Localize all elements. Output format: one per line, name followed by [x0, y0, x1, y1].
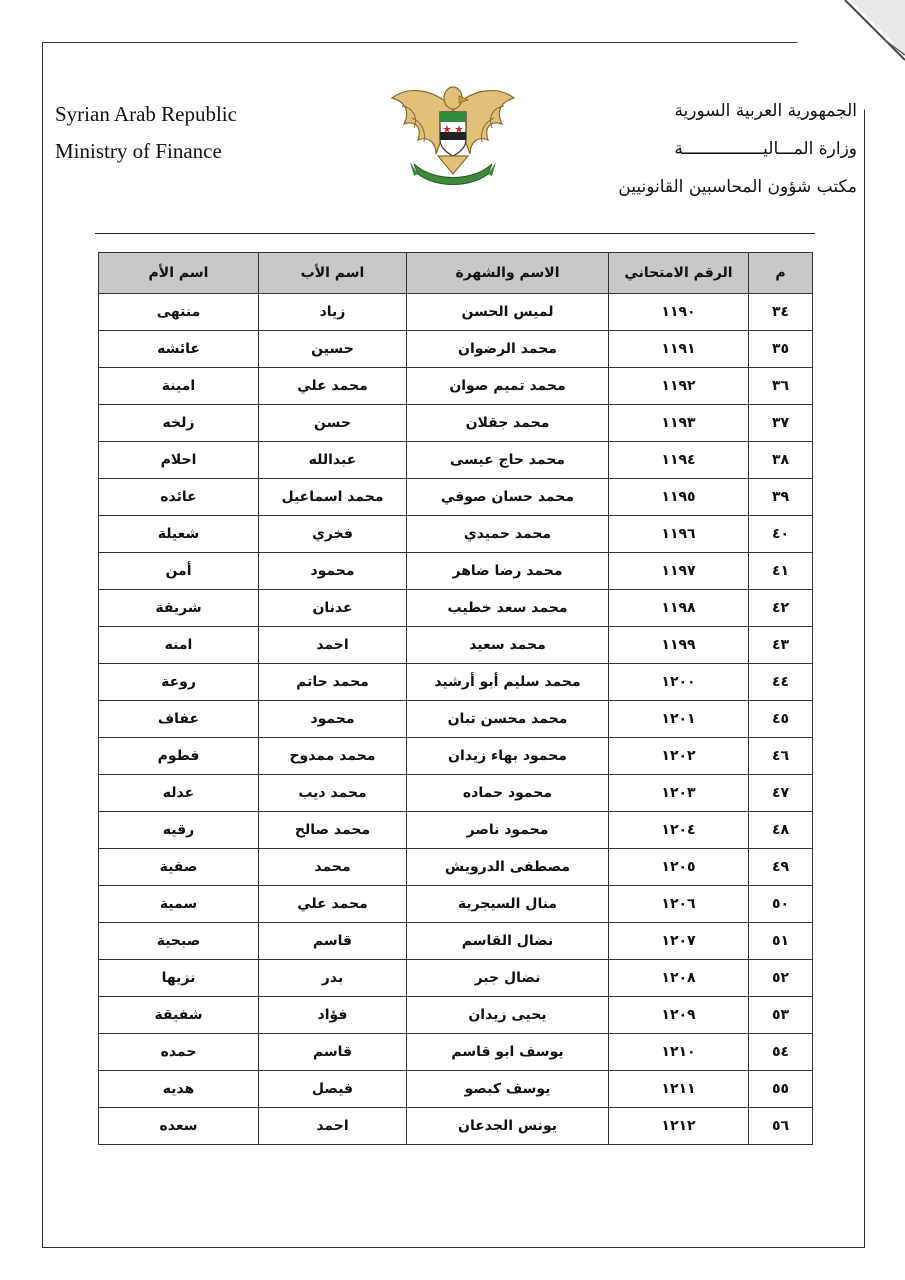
exam-number-cell: ١١٩٥ — [609, 479, 749, 516]
exam-number-cell: ١١٩٧ — [609, 553, 749, 590]
exam-number-cell: ١٢٠٤ — [609, 812, 749, 849]
serial-cell: ٣٤ — [749, 294, 813, 331]
header-english — [55, 96, 285, 170]
table-row — [99, 1034, 813, 1071]
father-name-cell: محمود — [259, 553, 407, 590]
table-row — [99, 442, 813, 479]
mother-name-cell: منتهى — [99, 294, 259, 331]
serial-cell: ٥٥ — [749, 1071, 813, 1108]
father-name-cell: محمد — [259, 849, 407, 886]
serial-cell: ٣٨ — [749, 442, 813, 479]
father-name-cell: احمد — [259, 1108, 407, 1145]
country-name-en: Syrian Arab Republic — [55, 102, 237, 126]
mother-name-cell: فطوم — [99, 738, 259, 775]
serial-cell: ٤٩ — [749, 849, 813, 886]
full-name-cell: محمد الرضوان — [407, 331, 609, 368]
header-exam-number: الرقم الامتحاني — [609, 253, 749, 294]
father-name-cell: فخري — [259, 516, 407, 553]
table-row — [99, 479, 813, 516]
full-name-cell: محمد سعد خطيب — [407, 590, 609, 627]
serial-cell: ٥٦ — [749, 1108, 813, 1145]
exam-number-cell: ١٢١٢ — [609, 1108, 749, 1145]
full-name-cell: محمد سليم أبو أرشيد — [407, 664, 609, 701]
full-name-cell: محمود حماده — [407, 775, 609, 812]
mother-name-cell: صفية — [99, 849, 259, 886]
father-name-cell: احمد — [259, 627, 407, 664]
table-row — [99, 294, 813, 331]
full-name-cell: يوسف ابو قاسم — [407, 1034, 609, 1071]
full-name-cell: نضال القاسم — [407, 923, 609, 960]
father-name-cell: فيصل — [259, 1071, 407, 1108]
header-mother-name: اسم الأم — [99, 253, 259, 294]
country-name-ar: الجمهورية العربية السورية — [674, 101, 857, 121]
table-row — [99, 849, 813, 886]
exam-number-cell: ١٢١١ — [609, 1071, 749, 1108]
mother-name-cell: امينة — [99, 368, 259, 405]
mother-name-cell: صبحية — [99, 923, 259, 960]
exam-number-cell: ١٢٠٨ — [609, 960, 749, 997]
exam-number-cell: ١١٩٤ — [609, 442, 749, 479]
father-name-cell: قاسم — [259, 1034, 407, 1071]
father-name-cell: محمد اسماعيل — [259, 479, 407, 516]
full-name-cell: لميس الحسن — [407, 294, 609, 331]
mother-name-cell: شفيقة — [99, 997, 259, 1034]
header-arabic — [557, 92, 857, 206]
mother-name-cell: امنه — [99, 627, 259, 664]
serial-cell: ٤٧ — [749, 775, 813, 812]
ministry-name-en: Ministry of Finance — [55, 139, 222, 163]
mother-name-cell: شعيلة — [99, 516, 259, 553]
header-full-name: الاسم والشهرة — [407, 253, 609, 294]
exam-number-cell: ١١٩٣ — [609, 405, 749, 442]
mother-name-cell: حمده — [99, 1034, 259, 1071]
serial-cell: ٥٠ — [749, 886, 813, 923]
serial-cell: ٤٣ — [749, 627, 813, 664]
mother-name-cell: عفاف — [99, 701, 259, 738]
mother-name-cell: روعة — [99, 664, 259, 701]
ministry-name-ar: وزارة المـــاليــــــــــــــــة — [674, 139, 857, 159]
table-row — [99, 627, 813, 664]
eagle-emblem-icon — [388, 78, 518, 190]
exam-number-cell: ١٢٠٥ — [609, 849, 749, 886]
full-name-cell: محمد جقلان — [407, 405, 609, 442]
father-name-cell: محمود — [259, 701, 407, 738]
table-row — [99, 997, 813, 1034]
father-name-cell: عبدالله — [259, 442, 407, 479]
serial-cell: ٤٥ — [749, 701, 813, 738]
header-father-name: اسم الأب — [259, 253, 407, 294]
serial-cell: ٣٥ — [749, 331, 813, 368]
father-name-cell: محمد علي — [259, 886, 407, 923]
table-row — [99, 405, 813, 442]
full-name-cell: يوسف كبصو — [407, 1071, 609, 1108]
father-name-cell: قاسم — [259, 923, 407, 960]
header-divider — [95, 233, 815, 234]
table-row — [99, 553, 813, 590]
exam-number-cell: ١٢٠٦ — [609, 886, 749, 923]
exam-number-cell: ١١٩٠ — [609, 294, 749, 331]
father-name-cell: محمد علي — [259, 368, 407, 405]
father-name-cell: حسن — [259, 405, 407, 442]
full-name-cell: يحيى زيدان — [407, 997, 609, 1034]
table-row — [99, 960, 813, 997]
table-body — [99, 294, 813, 1145]
table-row — [99, 701, 813, 738]
father-name-cell: محمد ديب — [259, 775, 407, 812]
full-name-cell: محمد حاج عيسى — [407, 442, 609, 479]
serial-cell: ٤٨ — [749, 812, 813, 849]
full-name-cell: محمد محسن تبان — [407, 701, 609, 738]
exam-number-cell: ١٢٠٢ — [609, 738, 749, 775]
table-row — [99, 1108, 813, 1145]
full-name-cell: يونس الجدعان — [407, 1108, 609, 1145]
mother-name-cell: سمية — [99, 886, 259, 923]
candidates-table — [98, 252, 813, 1145]
full-name-cell: محمد تميم صوان — [407, 368, 609, 405]
table-row — [99, 738, 813, 775]
table-row — [99, 812, 813, 849]
table-row — [99, 590, 813, 627]
exam-number-cell: ١١٩٨ — [609, 590, 749, 627]
father-name-cell: حسين — [259, 331, 407, 368]
office-name-ar: مكتب شؤون المحاسبين القانونيين — [618, 177, 857, 197]
table-row — [99, 331, 813, 368]
full-name-cell: محمود ناصر — [407, 812, 609, 849]
father-name-cell: بدر — [259, 960, 407, 997]
father-name-cell: محمد ممدوح — [259, 738, 407, 775]
mother-name-cell: زلخه — [99, 405, 259, 442]
full-name-cell: محمد رضا ضاهر — [407, 553, 609, 590]
header-serial: م — [749, 253, 813, 294]
serial-cell: ٣٦ — [749, 368, 813, 405]
full-name-cell: مصطفى الدرويش — [407, 849, 609, 886]
serial-cell: ٤٤ — [749, 664, 813, 701]
serial-cell: ٤٢ — [749, 590, 813, 627]
table-row — [99, 1071, 813, 1108]
exam-number-cell: ١٢٠٣ — [609, 775, 749, 812]
serial-cell: ٤١ — [749, 553, 813, 590]
exam-number-cell: ١٢٠١ — [609, 701, 749, 738]
table-row — [99, 664, 813, 701]
mother-name-cell: نزيها — [99, 960, 259, 997]
exam-number-cell: ١٢١٠ — [609, 1034, 749, 1071]
full-name-cell: محمود بهاء زيدان — [407, 738, 609, 775]
mother-name-cell: عائشه — [99, 331, 259, 368]
full-name-cell: محمد سعيد — [407, 627, 609, 664]
serial-cell: ٥٣ — [749, 997, 813, 1034]
father-name-cell: فؤاد — [259, 997, 407, 1034]
full-name-cell: منال السيجرية — [407, 886, 609, 923]
mother-name-cell: رقيه — [99, 812, 259, 849]
mother-name-cell: عدله — [99, 775, 259, 812]
full-name-cell: محمد حميدي — [407, 516, 609, 553]
table-row — [99, 516, 813, 553]
mother-name-cell: شريفة — [99, 590, 259, 627]
table-row — [99, 923, 813, 960]
serial-cell: ٣٧ — [749, 405, 813, 442]
table-row — [99, 775, 813, 812]
exam-number-cell: ١١٩٩ — [609, 627, 749, 664]
table-header-row — [99, 253, 813, 294]
mother-name-cell: هديه — [99, 1071, 259, 1108]
father-name-cell: محمد صالح — [259, 812, 407, 849]
exam-number-cell: ١١٩٢ — [609, 368, 749, 405]
table-row — [99, 368, 813, 405]
exam-number-cell: ١١٩٦ — [609, 516, 749, 553]
serial-cell: ٥١ — [749, 923, 813, 960]
table-row — [99, 886, 813, 923]
exam-number-cell: ١٢٠٩ — [609, 997, 749, 1034]
father-name-cell: محمد حاتم — [259, 664, 407, 701]
serial-cell: ٥٢ — [749, 960, 813, 997]
serial-cell: ٥٤ — [749, 1034, 813, 1071]
exam-number-cell: ١١٩١ — [609, 331, 749, 368]
serial-cell: ٤٦ — [749, 738, 813, 775]
serial-cell: ٤٠ — [749, 516, 813, 553]
father-name-cell: عدنان — [259, 590, 407, 627]
full-name-cell: نضال جبر — [407, 960, 609, 997]
full-name-cell: محمد حسان صوفي — [407, 479, 609, 516]
exam-number-cell: ١٢٠٧ — [609, 923, 749, 960]
mother-name-cell: سعده — [99, 1108, 259, 1145]
mother-name-cell: أمن — [99, 553, 259, 590]
mother-name-cell: احلام — [99, 442, 259, 479]
father-name-cell: زياد — [259, 294, 407, 331]
serial-cell: ٣٩ — [749, 479, 813, 516]
mother-name-cell: عائده — [99, 479, 259, 516]
exam-number-cell: ١٢٠٠ — [609, 664, 749, 701]
